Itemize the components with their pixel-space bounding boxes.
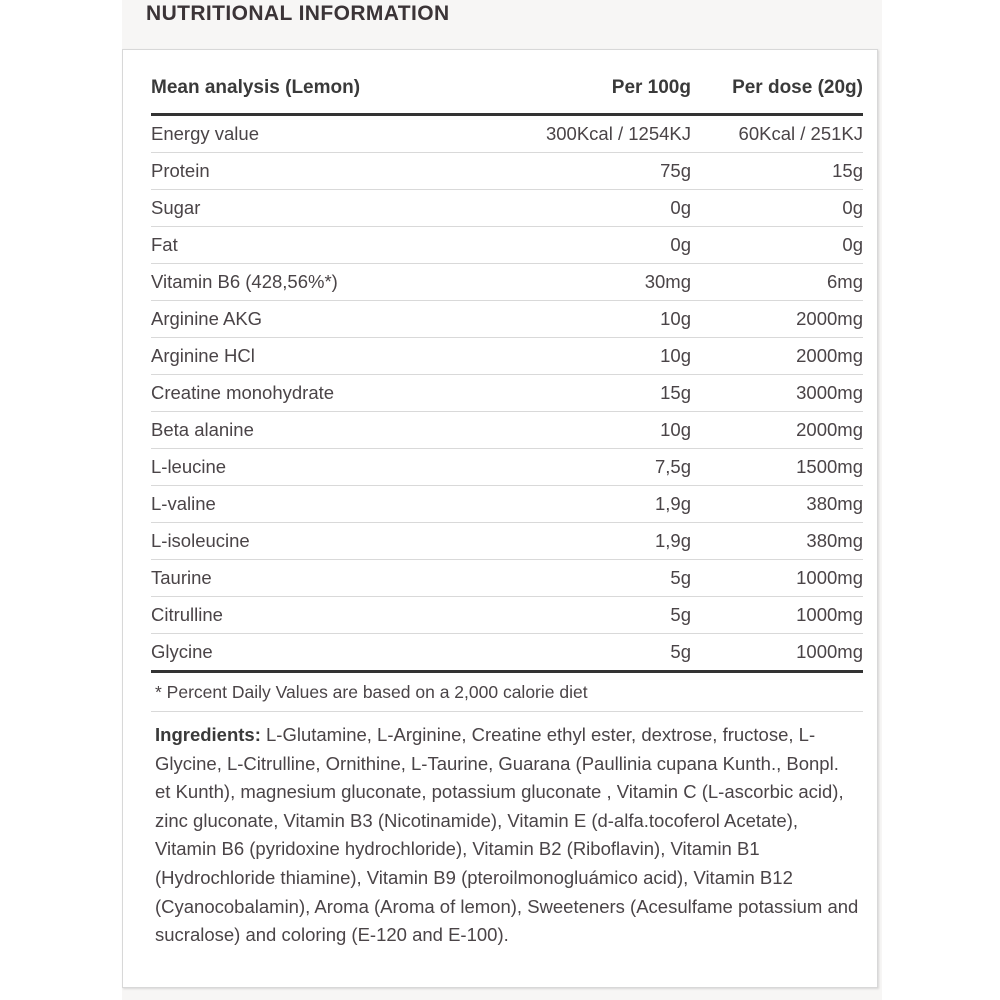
table-row xyxy=(151,375,863,412)
nutrient-name: Beta alanine xyxy=(151,412,523,449)
nutrient-name: L-leucine xyxy=(151,449,523,486)
column-header-name: Mean analysis (Lemon) xyxy=(151,50,523,115)
nutrient-per-dose: 2000mg xyxy=(691,301,863,338)
nutrient-name: Vitamin B6 (428,56%*) xyxy=(151,264,523,301)
table-row xyxy=(151,449,863,486)
nutrient-per-dose: 60Kcal / 251KJ xyxy=(691,115,863,153)
nutrient-name: Creatine monohydrate xyxy=(151,375,523,412)
table-row xyxy=(151,301,863,338)
nutrient-name: Fat xyxy=(151,227,523,264)
nutrient-per-100g: 15g xyxy=(523,375,691,412)
ingredients-text: L-Glutamine, L-Arginine, Creatine ethyl ester, dextrose, fructose, L-Glycine, L-Citrulline, Ornithine, L-Taurine, Guarana (Paullinia cupana Kunth., Bonpl. et Kunth), magnesium gluconate, potassium gluconate , Vitamin C (L-ascorbic acid), zinc gluconate, Vitamin B3 (Nicotinamide), Vitamin E (d-alfa.tocoferol Acetate), Vitamin B6 (pyridoxine hydrochloride), Vitamin B2 (Riboflavin), Vitamin B1 (Hydrochloride thiamine), Vitamin B9 (pteroilmonogluámico acid), Vitamin B12 (Cyanocobalamin), Aroma (Aroma of lemon), Sweeteners (Acesulfame potassium and sucralose) and coloring (E-120 and E-100). xyxy=(155,724,859,946)
nutrient-per-100g: 75g xyxy=(523,153,691,190)
nutrient-name: Glycine xyxy=(151,634,523,672)
nutrient-name: Energy value xyxy=(151,115,523,153)
nutrient-name: L-isoleucine xyxy=(151,523,523,560)
nutrient-per-100g: 0g xyxy=(523,227,691,264)
nutrient-per-dose: 1000mg xyxy=(691,634,863,672)
table-header-row xyxy=(151,50,863,115)
nutrient-per-dose: 2000mg xyxy=(691,412,863,449)
nutrient-per-100g: 5g xyxy=(523,560,691,597)
nutrient-per-dose: 0g xyxy=(691,190,863,227)
nutrient-per-100g: 7,5g xyxy=(523,449,691,486)
nutrient-per-dose: 1000mg xyxy=(691,560,863,597)
nutrient-per-100g: 5g xyxy=(523,597,691,634)
table-row xyxy=(151,634,863,672)
nutrition-table xyxy=(151,50,863,673)
table-row xyxy=(151,412,863,449)
nutrient-name: Sugar xyxy=(151,190,523,227)
nutrient-per-100g: 0g xyxy=(523,190,691,227)
nutrient-per-dose: 6mg xyxy=(691,264,863,301)
nutrient-per-dose: 0g xyxy=(691,227,863,264)
nutrient-name: Protein xyxy=(151,153,523,190)
column-header-per-dose: Per dose (20g) xyxy=(691,50,863,115)
nutrient-name: Taurine xyxy=(151,560,523,597)
nutrient-name: Arginine AKG xyxy=(151,301,523,338)
table-row xyxy=(151,190,863,227)
table-row xyxy=(151,338,863,375)
table-row xyxy=(151,560,863,597)
nutrient-per-dose: 2000mg xyxy=(691,338,863,375)
table-row xyxy=(151,523,863,560)
table-row xyxy=(151,227,863,264)
table-row xyxy=(151,264,863,301)
nutrient-per-dose: 380mg xyxy=(691,486,863,523)
nutrient-per-dose: 380mg xyxy=(691,523,863,560)
ingredients-paragraph xyxy=(151,712,863,950)
table-row xyxy=(151,597,863,634)
page-title: NUTRITIONAL INFORMATION xyxy=(146,2,450,25)
nutrient-per-dose: 1000mg xyxy=(691,597,863,634)
daily-value-footnote: * Percent Daily Values are based on a 2,000 calorie diet xyxy=(151,673,863,712)
table-row xyxy=(151,486,863,523)
nutrient-per-100g: 5g xyxy=(523,634,691,672)
column-header-per-100g: Per 100g xyxy=(523,50,691,115)
nutrient-per-dose: 15g xyxy=(691,153,863,190)
table-header xyxy=(151,50,863,115)
nutrient-per-100g: 300Kcal / 1254KJ xyxy=(523,115,691,153)
table-body xyxy=(151,115,863,672)
nutrient-per-dose: 1500mg xyxy=(691,449,863,486)
nutrient-name: L-valine xyxy=(151,486,523,523)
nutrient-per-100g: 10g xyxy=(523,301,691,338)
nutrient-per-100g: 1,9g xyxy=(523,523,691,560)
nutrition-card xyxy=(122,49,878,988)
nutrient-per-100g: 1,9g xyxy=(523,486,691,523)
nutrient-name: Arginine HCl xyxy=(151,338,523,375)
nutrient-name: Citrulline xyxy=(151,597,523,634)
nutrient-per-100g: 10g xyxy=(523,338,691,375)
nutrient-per-100g: 10g xyxy=(523,412,691,449)
nutrition-card-inner xyxy=(151,50,863,950)
ingredients-label: Ingredients: xyxy=(155,724,261,745)
table-row xyxy=(151,153,863,190)
nutrient-per-dose: 3000mg xyxy=(691,375,863,412)
table-row xyxy=(151,115,863,153)
nutrient-per-100g: 30mg xyxy=(523,264,691,301)
